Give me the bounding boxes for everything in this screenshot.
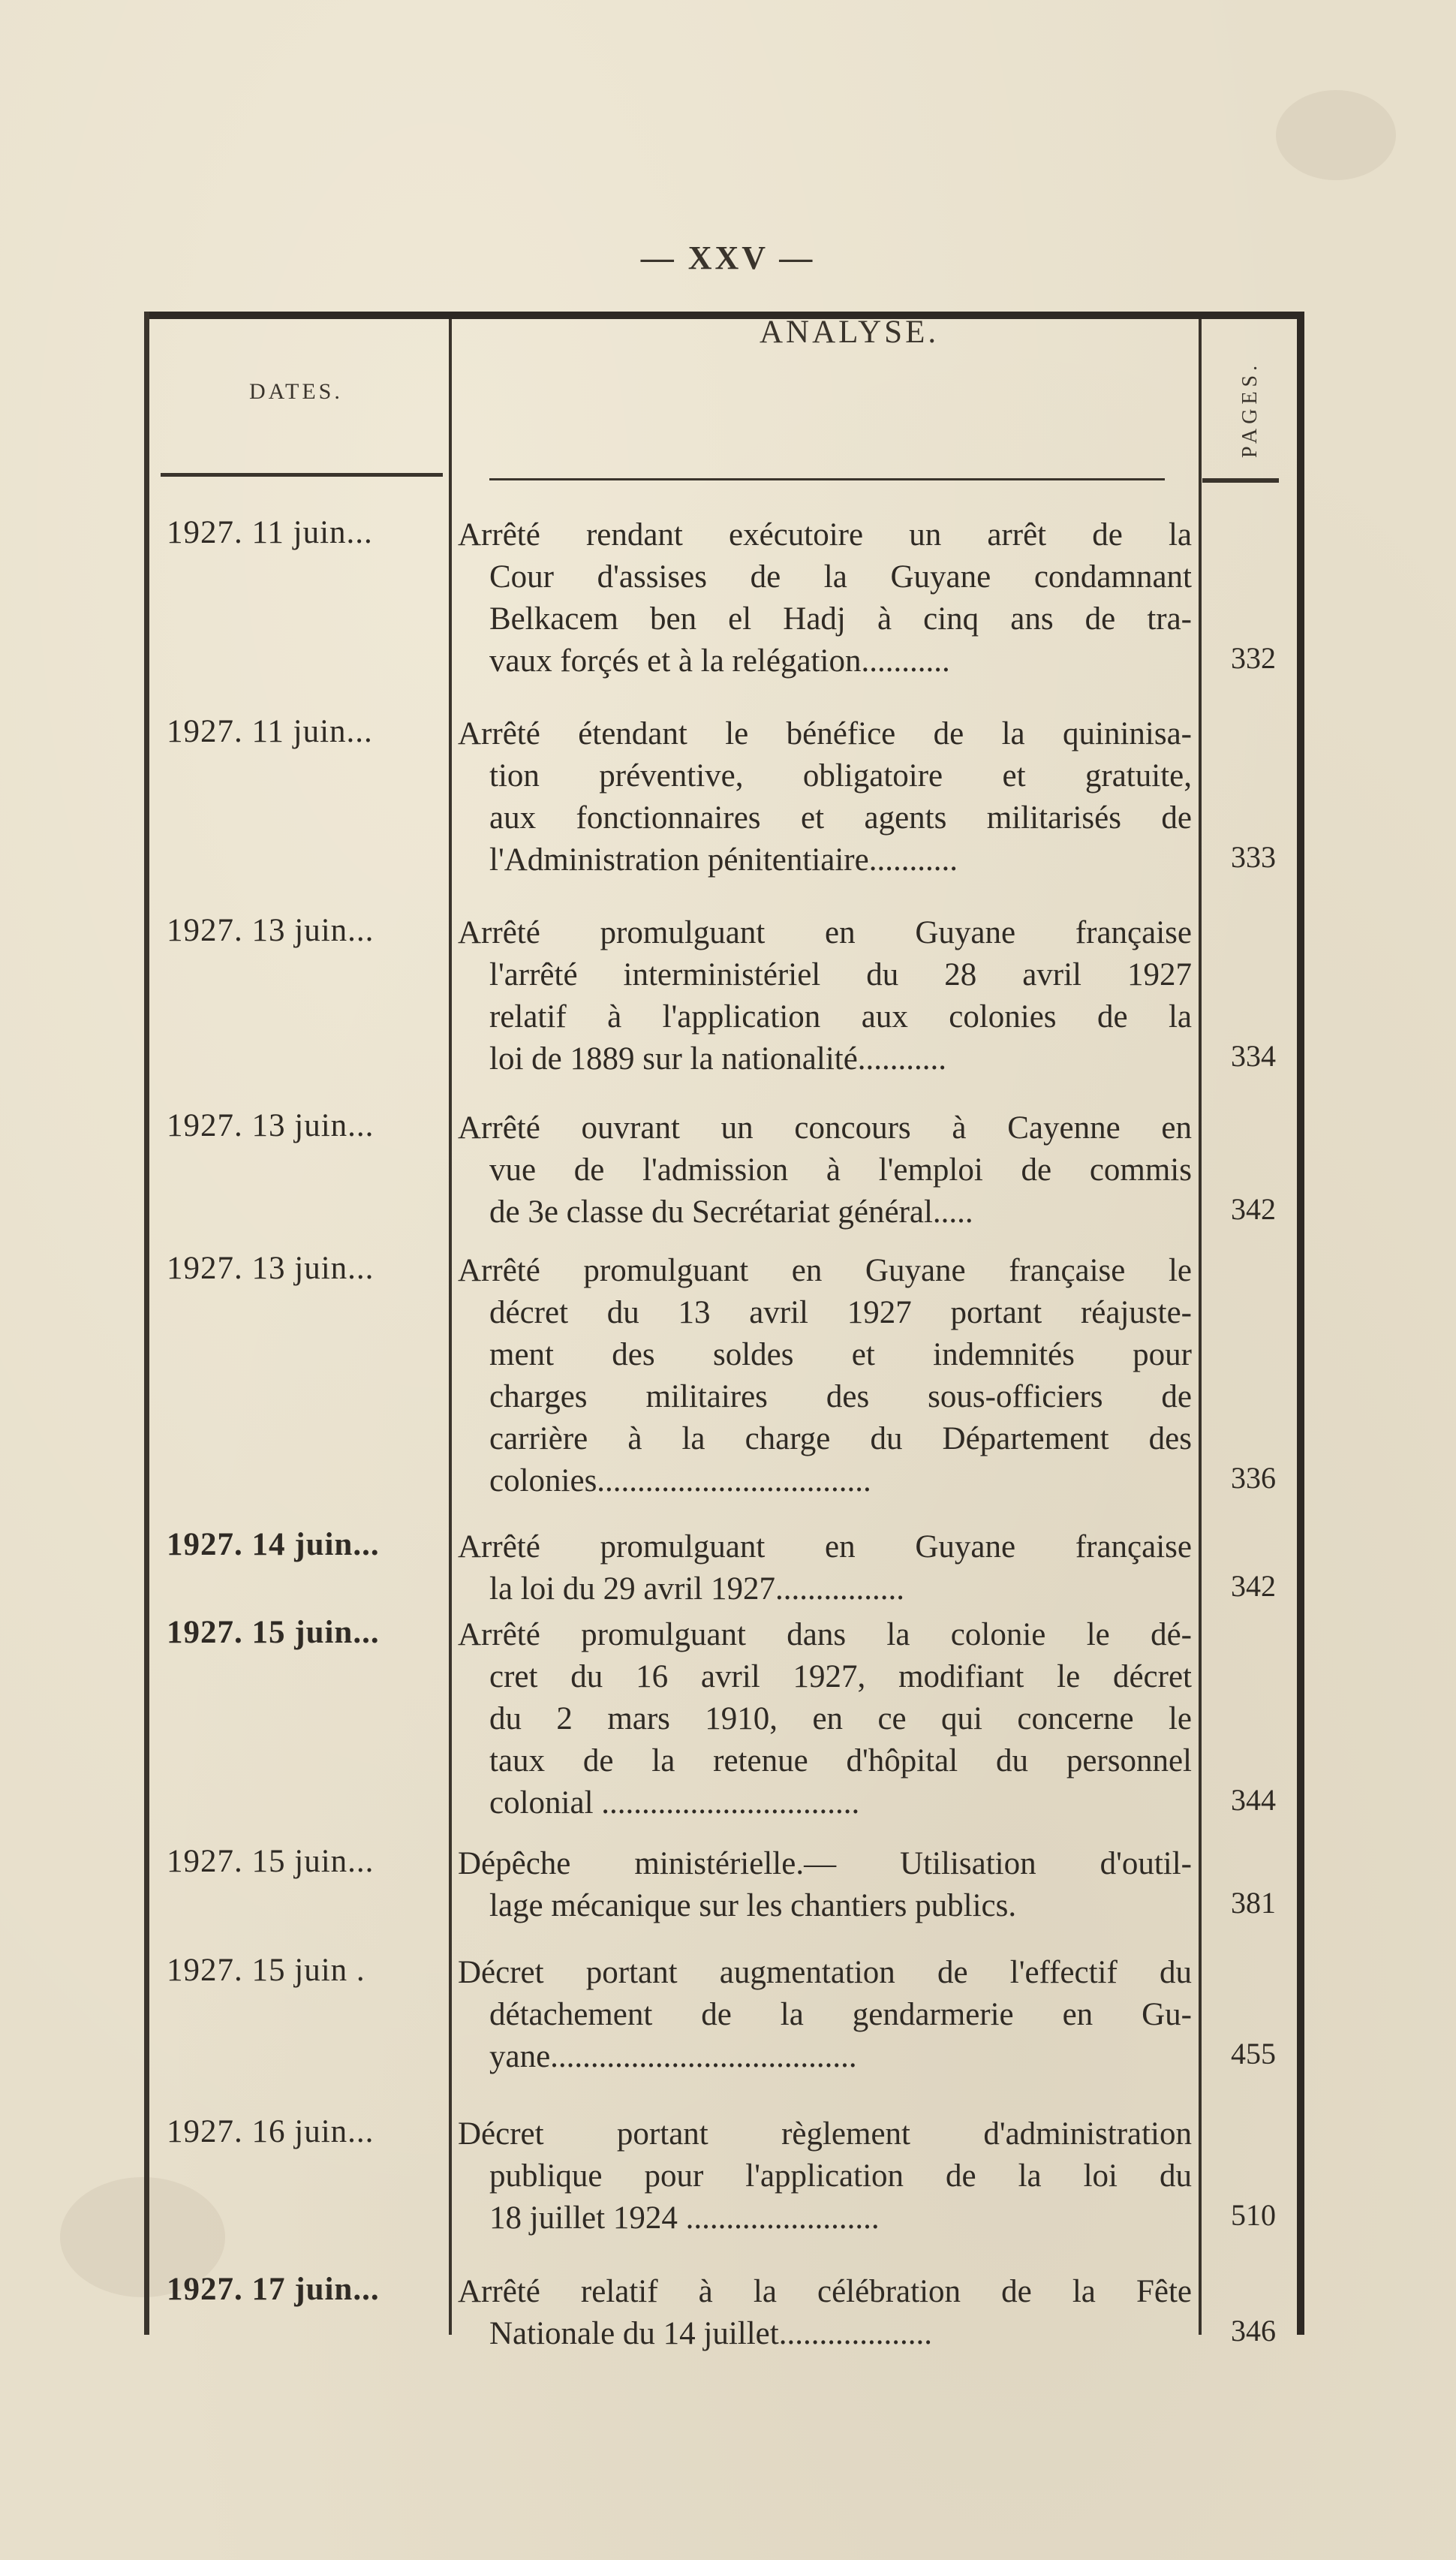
analysis-line: lage mécanique sur les chantiers publics.: [489, 1888, 1017, 1923]
analysis-line: Belkacem ben el Hadj à cinq ans de tra-: [489, 601, 1192, 637]
analysis-line: détachement de la gendarmerie en Gu-: [489, 1997, 1192, 2032]
analysis-line: la loi du 29 avril 1927................: [489, 1571, 904, 1607]
entry-analysis: [458, 1614, 1192, 1824]
entry-analysis: [458, 713, 1192, 881]
entry-date: 1927. 13 juin...: [167, 913, 375, 948]
entry-page: 510: [1231, 2198, 1276, 2232]
analysis-line: Dépêche ministérielle.— Utilisation d'outil-: [458, 1846, 1192, 1881]
entry-date: 1927. 15 juin...: [167, 1615, 380, 1650]
table-right-rule: [1297, 312, 1304, 2335]
entry-date: 1927. 13 juin...: [167, 1108, 375, 1143]
analysis-line: Nationale du 14 juillet...................: [489, 2316, 932, 2351]
analysis-line: Arrêté étendant le bénéfice de la quininisa-: [458, 716, 1192, 751]
pages-column-rule: [1199, 319, 1202, 2335]
analysis-line: aux fonctionnaires et agents militarisés de: [489, 800, 1192, 836]
analysis-line: vaux forçés et à la relégation...........: [489, 643, 950, 679]
analysis-line: cret du 16 avril 1927, modifiant le décret: [489, 1659, 1192, 1694]
entry-date: 1927. 11 juin...: [167, 515, 373, 550]
analysis-line: colonial ................................: [489, 1785, 860, 1821]
index-table: [144, 312, 1304, 2351]
entry-analysis: [458, 2271, 1192, 2355]
analysis-line: publique pour l'application de la loi du: [489, 2158, 1192, 2194]
entry-page: 332: [1231, 641, 1276, 675]
analysis-line: de 3e classe du Secrétariat général.....: [489, 1194, 973, 1230]
analysis-line: du 2 mars 1910, en ce qui concerne le: [489, 1701, 1192, 1736]
entry-date: 1927. 11 juin...: [167, 714, 373, 749]
entry-analysis: [458, 1952, 1192, 2078]
analysis-line: vue de l'admission à l'emploi de commis: [489, 1152, 1192, 1188]
entry-date: 1927. 15 juin .: [167, 1953, 366, 1988]
entry-analysis: [458, 514, 1192, 682]
analysis-line: colonies..................................: [489, 1463, 871, 1498]
entry-page: 333: [1231, 840, 1276, 874]
entry-page: 336: [1231, 1461, 1276, 1495]
analysis-line: charges militaires des sous-officiers de: [489, 1379, 1192, 1414]
analysis-line: tion préventive, obligatoire et gratuite,: [489, 758, 1192, 794]
header-rule-analyse: [489, 478, 1165, 480]
entry-analysis: [458, 912, 1192, 1080]
entry-date: 1927. 14 juin...: [167, 1527, 380, 1562]
analysis-line: décret du 13 avril 1927 portant réajuste-: [489, 1295, 1192, 1330]
entry-date: 1927. 17 juin...: [167, 2272, 380, 2307]
analysis-line: Décret portant règlement d'administration: [458, 2116, 1192, 2152]
analysis-line: yane......................................: [489, 2039, 857, 2074]
analysis-line: Décret portant augmentation de l'effectif du: [458, 1955, 1192, 1990]
analysis-line: Arrêté promulguant dans la colonie le dé-: [458, 1617, 1192, 1652]
entry-analysis: [458, 1250, 1192, 1502]
analysis-line: Arrêté rendant exécutoire un arrêt de la: [458, 517, 1192, 553]
analyse-header: ANALYSE.: [760, 315, 940, 350]
analysis-line: 18 juillet 1924 ........................: [489, 2200, 880, 2236]
entry-page: 342: [1231, 1569, 1276, 1603]
analysis-line: Arrêté promulguant en Guyane française le: [458, 1253, 1192, 1288]
entry-page: 342: [1231, 1192, 1276, 1226]
dates-column-rule: [449, 319, 452, 2335]
analysis-line: taux de la retenue d'hôpital du personnel: [489, 1743, 1192, 1778]
entry-analysis: [458, 2113, 1192, 2239]
entry-page: 334: [1231, 1039, 1276, 1073]
entry-analysis: [458, 1107, 1192, 1233]
paper-stain: [1276, 90, 1396, 180]
analysis-line: Arrêté promulguant en Guyane française: [458, 1529, 1192, 1565]
analysis-line: l'arrêté interministériel du 28 avril 1927: [489, 957, 1192, 992]
entry-analysis: [458, 1526, 1192, 1610]
analysis-line: relatif à l'application aux colonies de la: [489, 999, 1192, 1035]
entry-page: 381: [1231, 1886, 1276, 1920]
entry-date: 1927. 16 juin...: [167, 2114, 375, 2149]
analysis-line: loi de 1889 sur la nationalité...........: [489, 1041, 947, 1077]
entry-page: 455: [1231, 2037, 1276, 2071]
entry-date: 1927. 13 juin...: [167, 1251, 375, 1286]
analysis-line: Cour d'assises de la Guyane condamnant: [489, 559, 1192, 595]
header-rule-pages: [1202, 478, 1279, 483]
analysis-line: Arrêté ouvrant un concours à Cayenne en: [458, 1110, 1192, 1146]
analysis-line: ment des soldes et indemnités pour: [489, 1337, 1192, 1372]
pages-header: PAGES.: [1238, 360, 1262, 458]
page-folio: — XXV —: [640, 239, 816, 276]
entry-page: 346: [1231, 2314, 1276, 2348]
entry-page: 344: [1231, 1783, 1276, 1817]
dates-header: DATES.: [249, 379, 343, 404]
analysis-line: Arrêté promulguant en Guyane française: [458, 915, 1192, 950]
analysis-line: l'Administration pénitentiaire...........: [489, 842, 958, 878]
entry-date: 1927. 15 juin...: [167, 1844, 375, 1879]
header-rule-dates: [161, 473, 443, 477]
analysis-line: Arrêté relatif à la célébration de la Fête: [458, 2274, 1192, 2309]
entry-analysis: [458, 1843, 1192, 1927]
table-left-rule: [144, 312, 149, 2335]
analysis-line: carrière à la charge du Département des: [489, 1421, 1192, 1456]
